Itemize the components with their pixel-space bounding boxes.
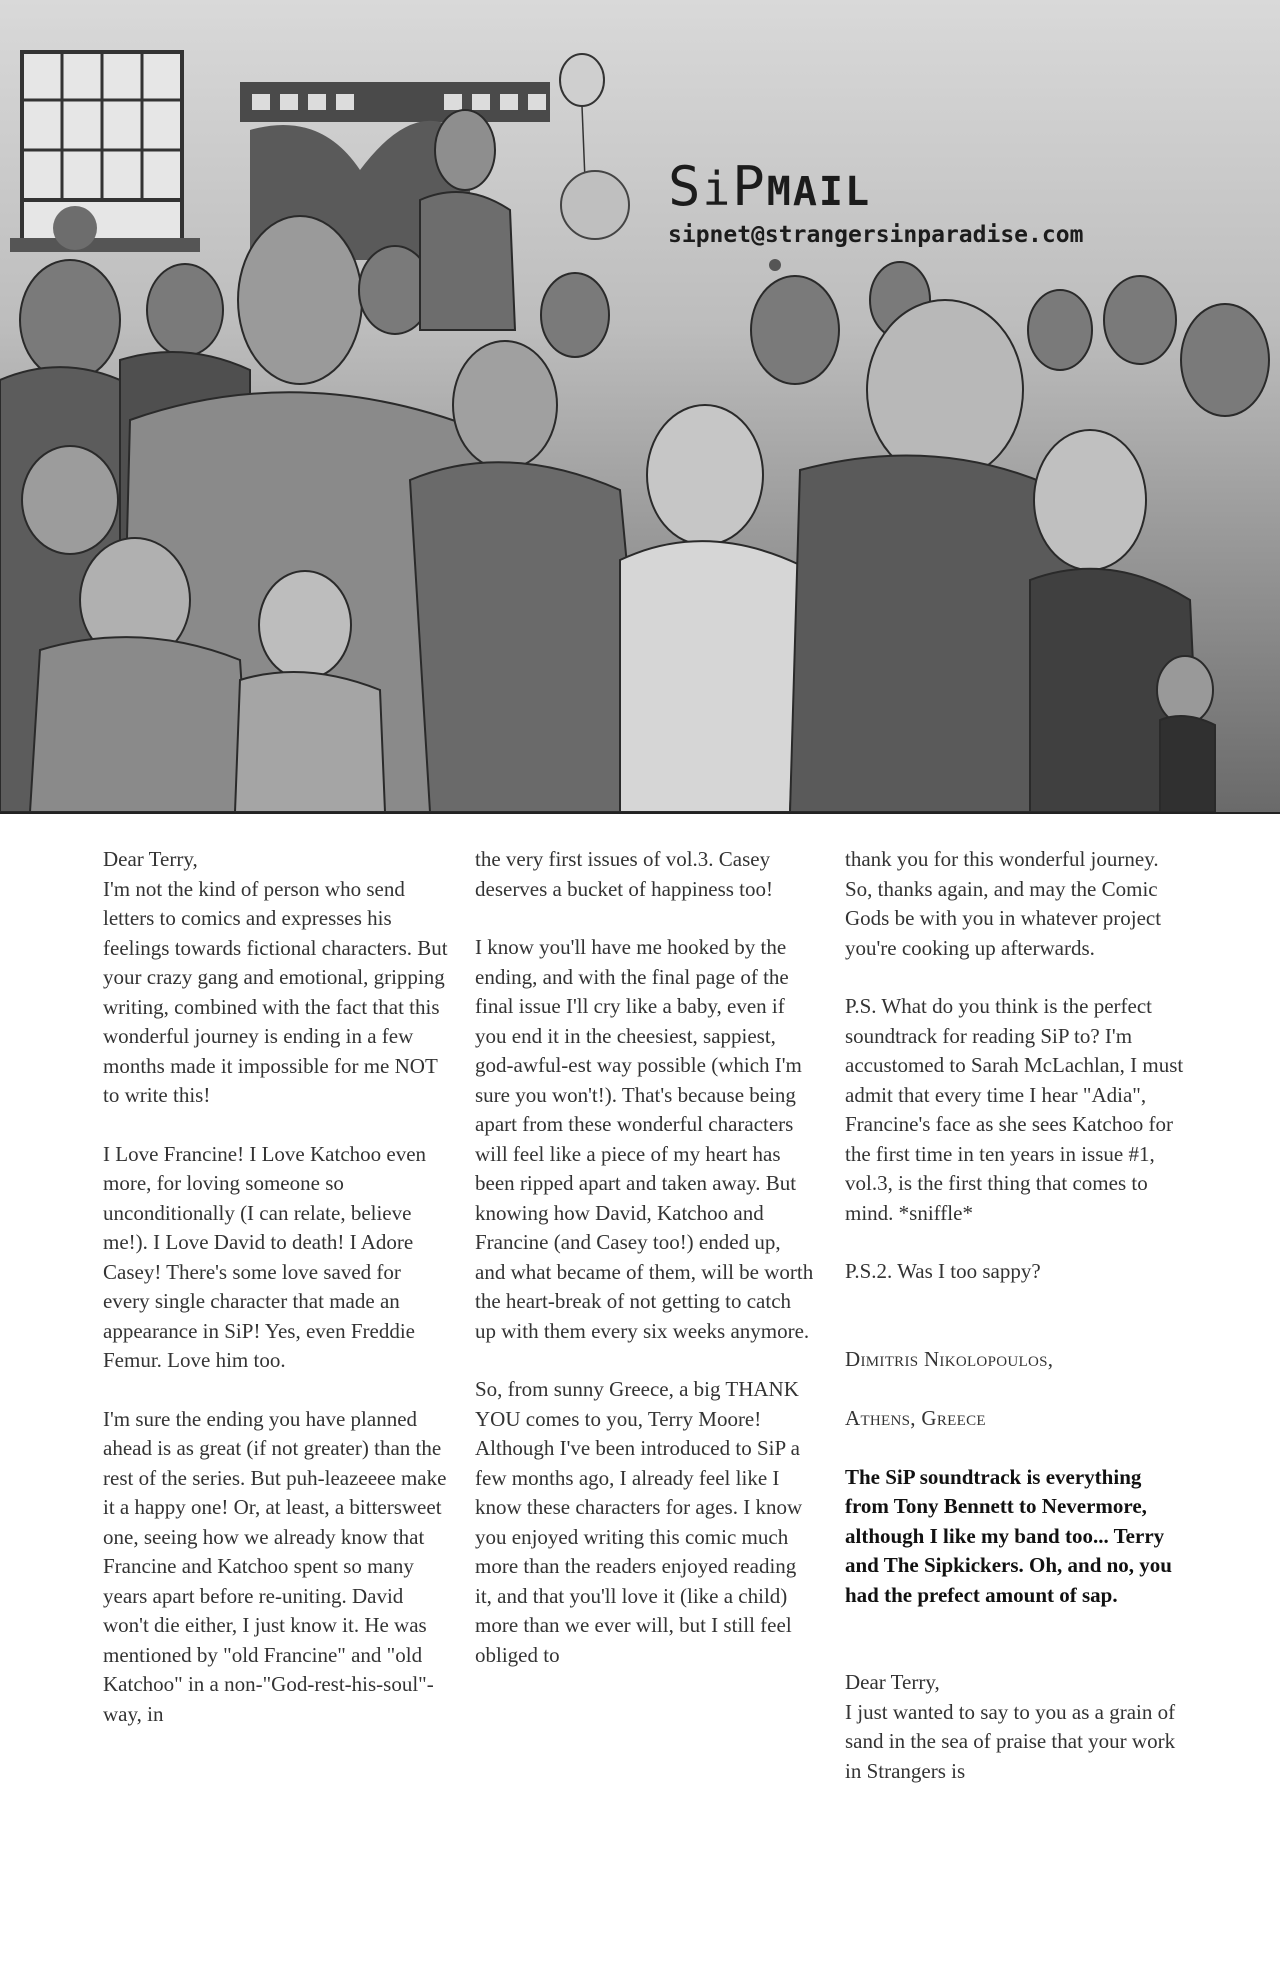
signature-name: Dimitris Nikolopoulos, bbox=[845, 1347, 1054, 1371]
window bbox=[10, 52, 200, 252]
title-p: P bbox=[732, 155, 767, 218]
letter-column-1 bbox=[103, 845, 448, 1729]
letter-paragraph: P.S.2. Was I too sappy? bbox=[845, 1259, 1041, 1283]
title-s: S bbox=[668, 155, 703, 218]
letter-column-3 bbox=[845, 845, 1190, 1786]
letter-paragraph: Dear Terry, I'm not the kind of person who send letters to comics and expresses his feelings towards fictional characters. But your crazy gang and emotional, gripping writing, combined with the fact that this wonderful journey is ending in a few months made it impossible for me NOT to write this! bbox=[103, 847, 448, 1107]
header-illustration bbox=[0, 0, 1280, 814]
letter-paragraph: I'm sure the ending you have planned ahead is as great (if not greater) than the rest of the series. But puh-leazeeee make it a happy one! Or, at least, a bittersweet one, seeing how we already know that Francine and Katchoo spent so many years apart before re-uniting. David won't die either, I just know it. He was mentioned by "old Francine" and "old Katchoo" in a non-"God-rest-his-soul"-way, in bbox=[103, 1406, 447, 1726]
balloon bbox=[560, 54, 629, 239]
title-i: i bbox=[702, 162, 733, 216]
letter-column-2 bbox=[475, 845, 815, 1670]
letter-paragraph: P.S. What do you think is the perfect soundtrack for reading SiP to? I'm accustomed to Sarah McLachlan, I must admit that every time I hear "Adia", Francine's face as she sees Katchoo for the first time in ten years in issue #1, vol.3, is the first thing that comes to mind. *sniffle* bbox=[845, 994, 1184, 1225]
letter-paragraph: Dear Terry, I just wanted to say to you as a grain of sand in the sea of praise that your work in Strangers is bbox=[845, 1670, 1176, 1783]
letter-paragraph: I Love Francine! I Love Katchoo even more, for loving someone so unconditionally (I can relate, believe me!). I Love David to death! I Adore Casey! There's some love saved for every single character that made an appearance in SiP! Yes, even Freddie Femur. Love him too. bbox=[103, 1141, 427, 1372]
title-mail: MAIL bbox=[766, 169, 872, 215]
letter-paragraph: the very first issues of vol.3. Casey deserves a bucket of happiness too! bbox=[475, 847, 773, 901]
letter-paragraph: So, from sunny Greece, a big THANK YOU comes to you, Terry Moore! Although I've been introduced to SiP a few months ago, I already feel like I know these characters for ages. I know you enjoyed writing this comic much more than the readers enjoyed reading it, and that you'll love it (like a child) more than we ever will, but I still feel obliged to bbox=[475, 1377, 803, 1667]
letter-paragraph: I know you'll have me hooked by the ending, and with the final page of the final issue I'll cry like a baby, even if you end it in the cheesiest, sappiest, god-awful-est way possible (which I'm sure you won't!). That's because being apart from these wonderful characters will feel like a piece of my heart has been ripped apart and taken away. But knowing how David, Katchoo and Francine (and Casey too!) ended up, and what became of them, will be worth the heart-break of not getting to catch up with them every six weeks anymore. bbox=[475, 935, 814, 1343]
editor-reply: The SiP soundtrack is everything from Tony Bennett to Nevermore, although I like my band too... Terry and The Sipkickers. Oh, and no, you had the prefect amount of sap. bbox=[845, 1464, 1172, 1607]
masthead bbox=[668, 155, 1083, 248]
letter-signature bbox=[845, 1316, 1190, 1434]
contact-email: sipnet@strangersinparadise.com bbox=[668, 222, 1084, 248]
signature-place: Athens, Greece bbox=[845, 1406, 986, 1430]
crowd-illustration bbox=[0, 0, 1280, 812]
letter-paragraph: thank you for this wonderful journey. So, thanks again, and may the Comic Gods be with you in whatever project you're cooking up afterwards. bbox=[845, 847, 1162, 960]
column-title bbox=[668, 155, 1083, 218]
